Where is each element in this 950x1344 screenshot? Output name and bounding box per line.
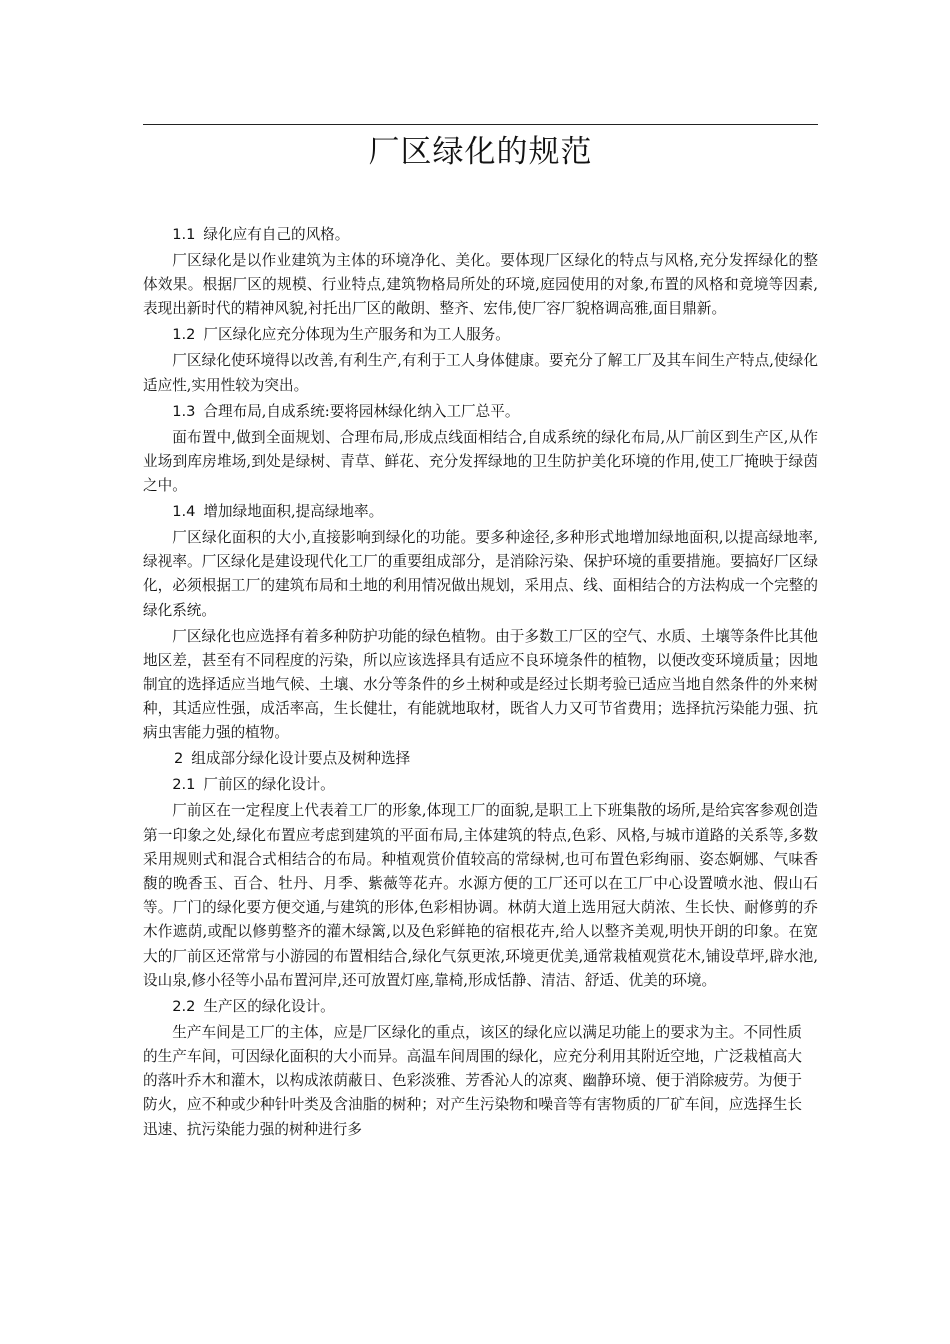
section-heading xyxy=(143,223,818,247)
document-body xyxy=(143,223,818,1142)
header-rule xyxy=(143,124,818,125)
section-heading-text: 组成部分绿化设计要点及树种选择 xyxy=(191,750,411,768)
section-number: 1.1 xyxy=(172,226,196,243)
body-paragraph: 厂区绿化使环境得以改善,有利生产,有利于工人身体健康。要充分了解工厂及其车间生产特点,使绿化适应性,实用性较为突出。 xyxy=(143,352,818,394)
body-paragraph: 生产车间是工厂的主体，应是厂区绿化的重点，该区的绿化应以满足功能上的要求为主。不同性质的生产车间，可因绿化面积的大小而异。高温车间周围的绿化，应充分利用其附近空地，广泛栽植高大的落叶乔木和灌木，以构成浓荫蔽日、色彩淡雅、芳香沁人的凉爽、幽静环境、便于消除疲劳。为便于防火，应不种或少种针叶类及含油脂的树种；对产生污染物和噪音等有害物质的厂矿车间，应选择生长迅速、抗污染能力强的树种进行多 xyxy=(143,1023,802,1138)
document-title: 厂区绿化的规范 xyxy=(368,134,593,170)
section-heading xyxy=(143,995,818,1019)
body-paragraph: 厂区绿化面积的大小,直接影响到绿化的功能。要多种途径,多种形式地增加绿地面积,以提高绿地率,绿视率。厂区绿化是建设现代化工厂的重要组成部分，是消除污染、保护环境的重要措施。要搞好厂区绿化，必须根据工厂的建筑布局和土地的利用情况做出规划，采用点、线、面相结合的方法构成一个完整的绿化系统。 xyxy=(143,529,818,619)
section-number: 2.2 xyxy=(172,997,196,1015)
body-paragraph: 厂前区在一定程度上代表着工厂的形象,体现工厂的面貌,是职工上下班集散的场所,是给宾客参观创造第一印象之处,绿化布置应考虑到建筑的平面布局,主体建筑的特点,色彩、风格,与城市道路的关系等,多数采用规则式和混合式相结合的布局。种植观赏价值较高的常绿树,也可布置色彩绚丽、姿态婀娜、气味香馥的晚香玉、百合、牡丹、月季、紫薇等花卉。水源方便的工厂还可以在工厂中心设置喷水池、假山石等。厂门的绿化要方便交通,与建筑的形体,色彩相协调。林荫大道上选用冠大荫浓、生长快、耐修剪的乔木作遮荫,或配以修剪整齐的灌木绿篱,以及色彩鲜艳的宿根花卉,给人以整齐美观,明快开朗的印象。在宽大的厂前区还常常与小游园的布置相结合,绿化气氛更浓,环境更优美,通常栽植观赏花木,铺设草坪,辟水池,设山泉,修小径等小品布置河岸,还可放置灯座,靠椅,形成恬静、清洁、舒适、优美的环境。 xyxy=(143,802,818,989)
section-number: 1.3 xyxy=(172,402,196,420)
section-heading-text: 厂前区的绿化设计。 xyxy=(203,776,335,794)
section-heading xyxy=(143,747,818,771)
section-heading-text: 增加绿地面积,提高绿地率。 xyxy=(203,503,384,521)
section-heading-text: 合理布局,自成系统:要将园林绿化纳入工厂总平。 xyxy=(203,402,520,420)
section-heading-text: 厂区绿化应充分体现为生产服务和为工人服务。 xyxy=(203,326,510,344)
section-number: 1.2 xyxy=(172,326,196,344)
body-paragraph: 厂区绿化是以作业建筑为主体的环境净化、美化。要体现厂区绿化的特点与风格,充分发挥绿化的整体效果。根据厂区的规模、行业特点,建筑物格局所处的环境,庭园使用的对象,布置的风格和竟境等因素,表现出新时代的精神风貌,衬托出厂区的敞朗、整齐、宏伟,使厂容厂貌格调高雅,面目鼎新。 xyxy=(143,252,818,318)
section-heading-text: 绿化应有自己的风格。 xyxy=(203,226,350,243)
section-number: 2.1 xyxy=(172,776,196,794)
section-number: 1.4 xyxy=(172,503,196,521)
section-heading-text: 生产区的绿化设计。 xyxy=(203,997,335,1015)
document-page xyxy=(143,124,818,1144)
section-heading xyxy=(143,500,818,524)
body-paragraph: 厂区绿化也应选择有着多种防护功能的绿色植物。由于多数工厂区的空气、水质、土壤等条件比其他地区差，甚至有不同程度的污染，所以应该选择具有适应不良环境条件的植物，以便改变环境质量；因地制宜的选择适应当地气候、土壤、水分等条件的乡土树种或是经过长期考验已适应当地自然条件的外来树种，其适应性强，成活率高，生长健壮，有能就地取材，既省人力又可节省费用；选择抗污染能力强、抗病虫害能力强的植物。 xyxy=(143,627,818,742)
section-number: 2 xyxy=(174,750,184,768)
body-paragraph: 面布置中,做到全面规划、合理布局,形成点线面相结合,自成系统的绿化布局,从厂前区到生产区,从作业场到库房堆场,到处是绿树、青草、鲜花、充分发挥绿地的卫生防护美化环境的作用,使工厂掩映于绿茵之中。 xyxy=(143,428,818,495)
section-heading xyxy=(143,773,818,797)
section-heading xyxy=(143,323,818,347)
section-heading xyxy=(143,400,818,424)
